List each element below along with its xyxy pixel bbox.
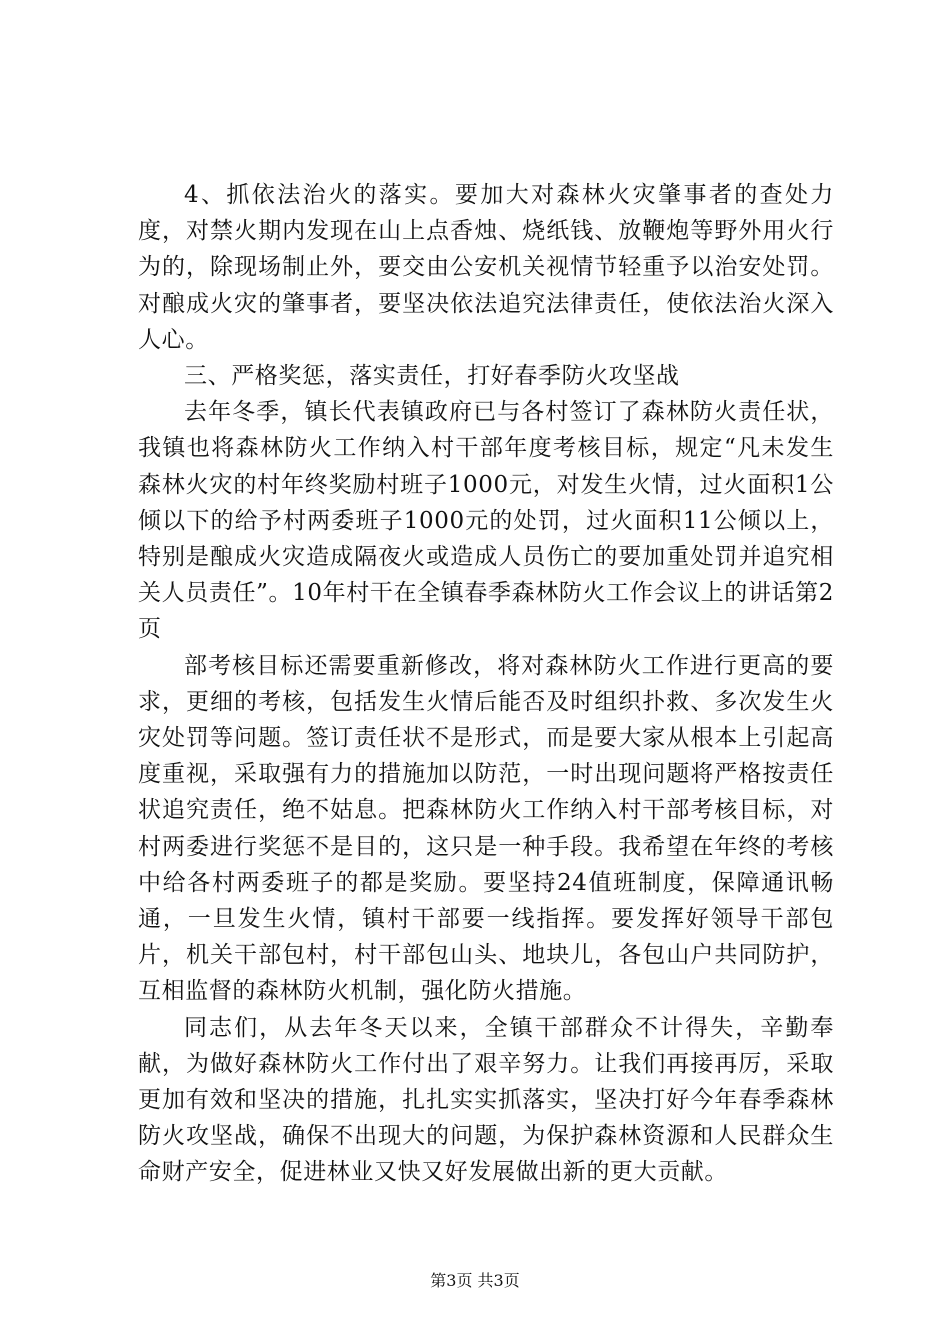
page-footer: 第3页 共3页 xyxy=(430,1271,520,1290)
document-body xyxy=(138,177,834,1191)
paragraph-responsibility-contract: 去年冬季，镇长代表镇政府已与各村签订了森林防火责任状，我镇也将森林防火工作纳入村干部年度考核目标，规定“凡未发生森林火灾的村年终奖励村班子1000元，对发生火情，过火面积1公倾以下的给予村两委班子1000元的处罚，过火面积11公倾以上，特别是酿成火灾造成隔夜火或造成人员伤亡的要加重处罚并追究相关人员责任”。10年村干在全镇春季森林防火工作会议上的讲话第2页 xyxy=(138,399,834,643)
section-heading-three: 三、严格奖惩，落实责任，打好春季防火攻坚战 xyxy=(184,363,680,390)
paragraph-rule-of-law: 4、抓依法治火的落实。要加大对森林火灾肇事者的查处力度，对禁火期内发现在山上点香烛、烧纸钱、放鞭炮等野外用火行为的，除现场制止外，要交由公安机关视情节轻重予以治安处罚。对酿成火灾的肇事者，要坚决依法追究法律责任，使依法治火深入人心。 xyxy=(138,182,834,353)
paragraph-assessment-targets: 部考核目标还需要重新修改，将对森林防火工作进行更高的要求，更细的考核，包括发生火情后能否及时组织扑救、多次发生火灾处罚等问题。签订责任状不是形式，而是要大家从根本上引起高度重视，采取强有力的措施加以防范，一时出现问题将严格按责任状追究责任，绝不姑息。把森林防火工作纳入村干部考核目标，对村两委进行奖惩不是目的，这只是一种手段。我希望在年终的考核中给各村两委班子的都是奖励。要坚持24值班制度，保障通讯畅通，一旦发生火情，镇村干部要一线指挥。要发挥好领导干部包片，机关干部包村，村干部包山头、地块儿，各包山户共同防护，互相监督的森林防火机制，强化防火措施。 xyxy=(138,652,834,1005)
paragraph-closing: 同志们，从去年冬天以来，全镇干部群众不计得失，辛勤奉献，为做好森林防火工作付出了艰辛努力。让我们再接再厉，采取更加有效和坚决的措施，扎扎实实抓落实，坚决打好今年春季森林防火攻坚战，确保不出现大的问题，为保护森林资源和人民群众生命财产安全，促进林业又快又好发展做出新的更大贡献。 xyxy=(138,1014,834,1186)
